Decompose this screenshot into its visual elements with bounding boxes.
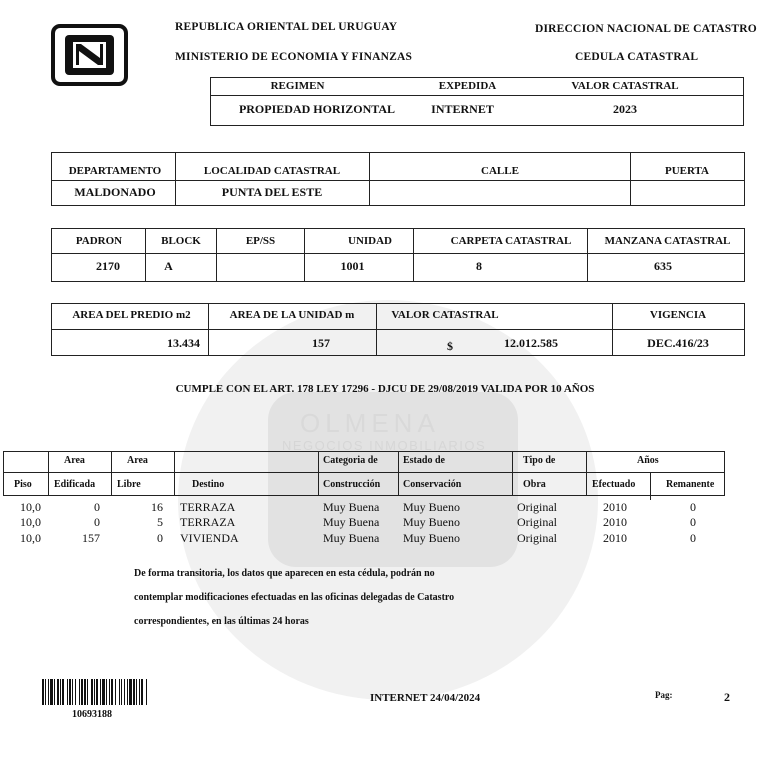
regimen-value: PROPIEDAD HORIZONTAL [238,102,396,116]
table-row [0,500,725,516]
cell-piso: 10,0 [20,500,41,514]
catastro-logo-icon [51,24,128,86]
manzana-label: MANZANA CATASTRAL [604,235,731,247]
th-efectuado: Efectuado [592,479,636,490]
th-area-libre-top: Area [127,455,148,466]
table-row [0,531,725,547]
cell-destino: TERRAZA [180,515,236,529]
note-line-3: correspondientes, en las últimas 24 horas [134,616,309,627]
block-label: BLOCK [161,235,201,247]
calle-label: CALLE [481,165,519,177]
currency-symbol: $ [447,339,453,353]
cell-remanente: 0 [690,531,696,545]
localidad-label: LOCALIDAD CATASTRAL [203,165,341,177]
th-area-edificada-top: Area [64,455,85,466]
area-unidad-label: AREA DE LA UNIDAD m [229,309,355,321]
block-value: A [164,259,173,273]
cell-remanente: 0 [690,515,696,529]
cell-obra: Original [517,531,557,545]
cell-libre: 16 [151,500,163,514]
cell-estado: Muy Bueno [403,515,460,529]
departamento-value: MALDONADO [74,185,156,199]
valor-catastral-label: VALOR CATASTRAL [571,80,679,92]
padron-value: 2170 [96,259,120,273]
manzana-value: 635 [654,259,672,273]
barcode-icon [42,679,224,705]
valor-catastral-value: 12.012.585 [504,336,558,350]
th-conservacion: Conservación [403,479,462,490]
departamento-label: DEPARTAMENTO [68,165,162,177]
watermark-brand: OLMENA [300,408,440,438]
th-construccion: Construcción [323,479,381,490]
carpeta-label: CARPETA CATASTRAL [450,235,572,247]
carpeta-value: 8 [476,259,482,273]
th-anos-top: Años [637,455,659,466]
cell-edificada: 0 [94,500,100,514]
cell-destino: TERRAZA [180,500,236,514]
cell-remanente: 0 [690,500,696,514]
th-piso: Piso [14,479,32,490]
th-estado-top: Estado de [403,455,445,466]
unidad-label: UNIDAD [348,235,392,247]
th-obra: Obra [523,479,546,490]
republic-title: REPUBLICA ORIENTAL DEL URUGUAY [175,21,398,33]
cell-estado: Muy Bueno [403,500,460,514]
cell-efectuado: 2010 [603,515,627,529]
cell-efectuado: 2010 [603,531,627,545]
th-tipo-top: Tipo de [523,455,556,466]
issued-date: INTERNET 24/04/2024 [370,692,481,704]
th-libre: Libre [117,479,141,490]
watermark-tagline: NEGOCIOS INMOBILIARIOS [282,438,487,453]
direction-title: DIRECCION NACIONAL DE CATASTRO [535,23,757,35]
valor-catastral-header: VALOR CATASTRAL [391,309,499,321]
cell-piso: 10,0 [20,531,41,545]
cell-categoria: Muy Buena [323,500,380,514]
th-remanente: Remanente [666,479,715,490]
barcode-number: 10693188 [72,709,112,720]
page-number: 2 [724,690,730,704]
cell-categoria: Muy Buena [323,531,380,545]
expedida-label: EXPEDIDA [438,80,497,92]
cell-estado: Muy Bueno [403,531,460,545]
valor-year-value: 2023 [613,102,637,116]
cell-destino: VIVIENDA [180,531,239,545]
unidad-value: 1001 [340,259,365,273]
table-row [0,515,725,531]
cell-obra: Original [517,515,557,529]
compliance-statement: CUMPLE CON EL ART. 178 LEY 17296 - DJCU DE 29/08/2019 VALIDA POR 10 AÑOS [175,383,595,395]
epss-label: EP/SS [245,235,276,247]
cell-libre: 0 [157,531,163,545]
cell-edificada: 157 [82,531,100,545]
note-line-1: De forma transitoria, los datos que aparecen en esta cédula, podrán no [134,568,435,579]
localidad-value: PUNTA DEL ESTE [221,185,323,199]
note-line-2: contemplar modificaciones efectuadas en las oficinas delegadas de Catastro [134,592,455,603]
vigencia-value: DEC.416/23 [647,336,709,350]
page-label: Pag: [655,690,673,700]
cell-categoria: Muy Buena [323,515,380,529]
area-unidad-value: 157 [312,336,330,350]
cedula-title: CEDULA CATASTRAL [575,51,699,63]
area-predio-value: 13.434 [167,336,200,350]
ministry-title: MINISTERIO DE ECONOMIA Y FINANZAS [175,51,413,63]
regimen-label: REGIMEN [270,80,325,92]
cell-piso: 10,0 [20,515,41,529]
th-destino: Destino [192,479,225,490]
padron-label: PADRON [75,235,123,247]
cell-efectuado: 2010 [603,500,627,514]
th-edificada: Edificada [54,479,96,490]
cell-obra: Original [517,500,557,514]
vigencia-label: VIGENCIA [649,309,707,321]
expedida-value: INTERNET [431,102,494,116]
cell-edificada: 0 [94,515,100,529]
th-categoria-top: Categoria de [323,455,378,466]
cell-libre: 5 [157,515,163,529]
area-predio-label: AREA DEL PREDIO m2 [72,309,191,321]
puerta-label: PUERTA [664,165,710,177]
